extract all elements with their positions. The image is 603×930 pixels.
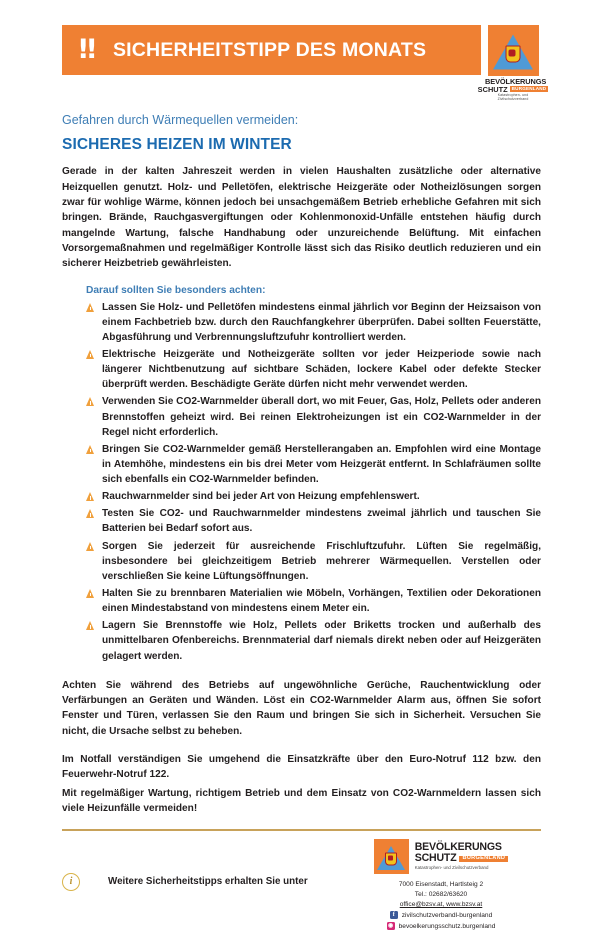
footer-phone: Tel.: 02682/63620 (414, 891, 468, 899)
list-item-text: Verwenden Sie CO2-Warnmelder überall dort, wo mit Feuer, Gas, Holz, Pellets oder anderen Brennstoffen geheizt wird. Bei reinen Elektroheizungen ist ein CO2-Warnmelder in der Regel nicht erforderlich. (102, 396, 541, 438)
list-item-text: Rauchwarnmelder sind bei jeder Art von Heizung empfehlenswert. (102, 491, 420, 503)
footer-note-block (62, 839, 341, 891)
warning-triangle-icon (86, 542, 95, 551)
warning-triangle-icon (86, 350, 95, 359)
footer-logo-region-badge: BURGENLAND (459, 856, 508, 863)
footer-logo-subtitle: Katastrophen- und Zivilschutzverband (414, 865, 489, 871)
logo-line2 (477, 84, 547, 94)
footer-logo-mark-icon (374, 839, 409, 874)
list-item-text: Sorgen Sie jederzeit für ausreichende Frischluftzufuhr. Lüften Sie regelmäßig, insbesondere bei gleichzeitigem Betrieb mehrerer Wärmequellen. Verstellen oder verschließen Sie keine Lüftungsöffnungen. (102, 540, 541, 582)
footer (62, 839, 541, 930)
logo-line2-text: SCHUTZ (477, 84, 508, 94)
info-icon: i (62, 873, 80, 891)
list-item (86, 506, 541, 536)
organization-logo (477, 25, 547, 101)
closing-paragraph-3: Mit regelmäßiger Wartung, richtigem Betrieb und dem Einsatz von CO2-Warnmeldern lassen sich viele Heizunfälle vermeiden! (62, 787, 541, 815)
logo-wordmark (477, 77, 547, 101)
double-exclamation-icon: ‼ (79, 33, 95, 65)
list-item (86, 442, 541, 487)
list-item (86, 586, 541, 616)
logo-shield-icon (506, 46, 521, 63)
warning-triangle-icon (86, 397, 95, 406)
kicker-text: Gefahren durch Wärmequellen vermeiden: (62, 113, 299, 128)
logo-subtitle: Katastrophen- und Zivilschutzverband (497, 93, 529, 101)
header-banner (62, 25, 481, 75)
instagram-handle[interactable]: bevoelkerungsschutz.burgenland (398, 922, 496, 930)
footer-logo-wordmark (415, 842, 509, 871)
warning-triangle-icon (86, 303, 95, 312)
list-item-text: Elektrische Heizgeräte und Notheizgeräte sollten vor jeder Heizperiode sowie nach längerer Nichtbenutzung auf sichtbare Schäden, lockere Kabel oder defekte Stecker überprüft werden. Beschädigte Geräte dürfen nicht mehr verwendet werden. (102, 348, 541, 391)
logo-mark-icon (488, 25, 539, 76)
page-title: SICHERES HEIZEN IM WINTER (62, 136, 292, 154)
warning-triangle-icon (86, 492, 95, 501)
tips-heading: Darauf sollten Sie besonders achten: (86, 284, 266, 296)
list-item-text: Lagern Sie Brennstoffe wie Holz, Pellets oder Briketts trocken und außerhalb des unmittelbaren Ofenbereichs. Brennmaterial darf niemals direkt neben oder auf Heizgeräten gelagert werden. (102, 620, 541, 662)
intro-paragraph: Gerade in der kalten Jahreszeit werden in vielen Haushalten zusätzliche oder alternative Heizquellen genutzt. Holz- und Pelletöfen, elektrische Heizgeräte oder Notheizlösungen sorgen zwar für wohlige Wärme, können jedoch bei unsachgemäßem Betrieb erhebliche Gefahren mit sich bringen. Brände, Rauchgasvergiftungen oder Kohlenmonoxid-Unfälle entstehen häufig durch mangelnde Wartung, falsche Handhabung oder unzureichende Belüftung. Mit einfachen Vorsorgemaßnahmen und regelmäßiger Kontrolle lässt sich das Risiko deutlich reduzieren und ein sicherer Heizbetrieb gewährleisten. (62, 166, 541, 270)
list-item (86, 539, 541, 584)
footer-logo-line2-text: SCHUTZ (414, 852, 457, 865)
header-title: SICHERHEITSTIPP DES MONATS (112, 38, 427, 61)
footer-links[interactable]: office@bzsv.at, www.bzsv.at (399, 901, 483, 909)
footer-note-text: Weitere Sicherheitstipps erhalten Sie unter (108, 876, 308, 888)
footer-logo-line1: BEVÖLKERUNGS (414, 841, 502, 854)
footer-logo (341, 839, 541, 874)
logo-region-badge: BURGENLAND (511, 85, 547, 91)
footer-logo-line2 (415, 853, 509, 864)
list-item-text: Testen Sie CO2- und Rauchwarnmelder mindestens zweimal jährlich und tauschen Sie Batterien bei Bedarf sofort aus. (102, 508, 541, 535)
instagram-row[interactable] (341, 922, 541, 930)
list-item (86, 300, 541, 345)
list-item-text: Halten Sie zu brennbaren Materialien wie Möbeln, Vorhängen, Textilien oder Dekorationen einen Mindestabstand von mindestens einem Meter ein. (102, 588, 541, 615)
list-item (86, 618, 541, 663)
footer-address: 7000 Eisenstadt, Hartlsteig 2 (398, 880, 484, 888)
instagram-icon[interactable]: ◉ (387, 923, 394, 930)
list-item-text: Lassen Sie Holz- und Pelletöfen mindestens einmal jährlich vor Beginn der Heizsaison von einem Fachbetrieb bzw. durch den Rauchfangkehrer überprüfen. Dabei sollten Feuerstätte, Abgasführung und Verbrennungsluftzufuhr kontrolliert werden. (102, 301, 541, 343)
footer-divider (62, 829, 541, 831)
warning-triangle-icon (86, 621, 95, 630)
tips-section (62, 285, 541, 664)
header (62, 0, 547, 101)
warning-triangle-icon (86, 589, 95, 598)
footer-logo-shield-icon (385, 853, 397, 866)
logo-line1: BEVÖLKERUNGS (485, 77, 547, 86)
closing-paragraph-1: Achten Sie während des Betriebs auf ungewöhnliche Gerüche, Rauchentwicklung oder Verfärbungen an Geräten und Wänden. Löst ein CO2-Warnmelder Alarm aus, öffnen Sie sofort Fenster und Türen, verlassen Sie den Raum und bringen Sie sich in Sicherheit. Versuchen Sie nicht, die Ursache selbst zu beheben. (62, 679, 541, 737)
list-item-text: Bringen Sie CO2-Warnmelder gemäß Herstellerangaben an. Empfohlen wird eine Montage in Atemhöhe, mindestens ein bis drei Meter vom Heizgerät entfernt. In Schlafräumen sollte sich ebenfalls ein CO2-Warnmelder befinden. (102, 443, 541, 486)
list-item (86, 347, 541, 392)
list-item (86, 489, 541, 504)
warning-triangle-icon (86, 509, 95, 518)
facebook-icon[interactable]: f (390, 911, 398, 919)
footer-contact-block (341, 839, 541, 930)
facebook-row[interactable] (341, 911, 541, 919)
closing-paragraph-2: Im Notfall verständigen Sie umgehend die Einsatzkräfte über den Euro-Notruf 112 bzw. den Feuerwehr-Notruf 122. (62, 754, 541, 781)
list-item (86, 394, 541, 439)
warning-triangle-icon (86, 445, 95, 454)
facebook-handle[interactable]: zivilschutzverbandl-burgenland (401, 911, 493, 919)
